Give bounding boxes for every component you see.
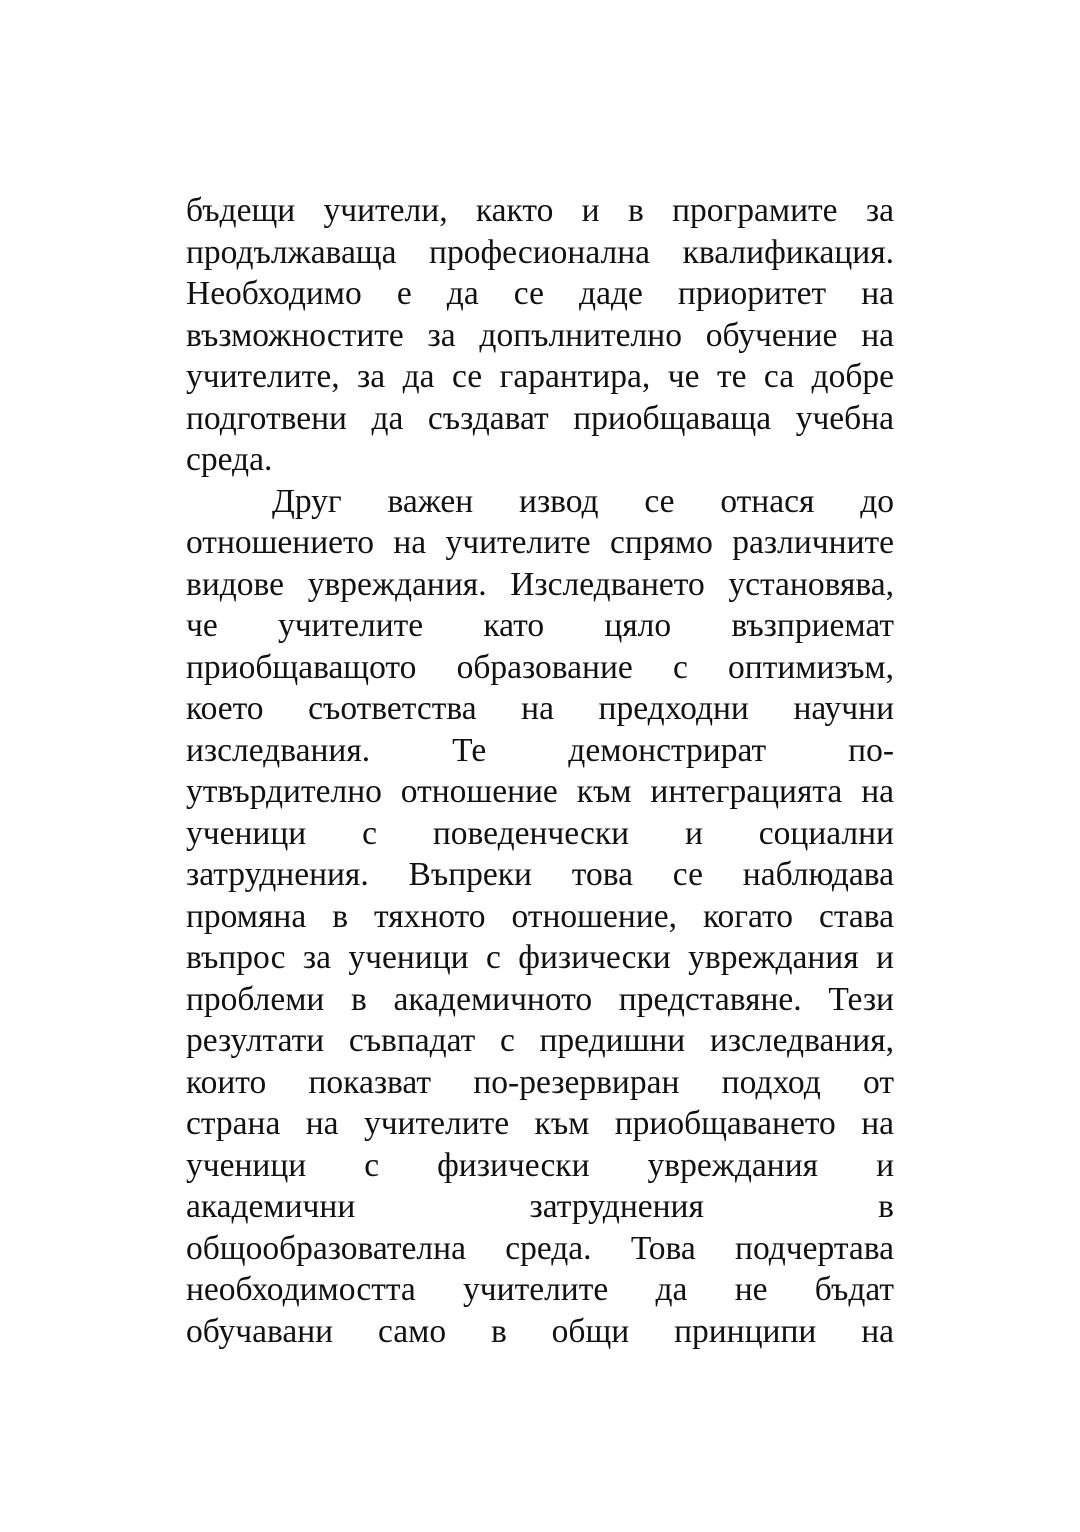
text-line: продължаваща професионална квалификация. [186,233,894,271]
text-line: възможностите за допълнително обучение на [186,316,894,354]
text-line: среда. [186,441,273,478]
text-line: Необходимо е да се даде приоритет на [186,275,894,312]
text-line: което съответства на предходни научни [186,690,894,727]
text-line: проблеми в академичното представяне. Тези [186,980,894,1018]
text-line: които показват по-резервиран подход от [186,1063,894,1101]
text-line: необходимостта учителите да не бъдат [186,1271,894,1308]
text-line: ученици с физически увреждания и [186,1146,894,1184]
text-line: академични затруднения в [186,1188,894,1225]
text-line: затруднения. Въпреки това се наблюдава [186,856,894,893]
text-line: видове увреждания. Изследването установява, [186,565,894,603]
body-text [186,190,894,1352]
text-line: Друг важен извод се отнася до [272,482,894,520]
text-line: ученици с поведенчески и социални [186,814,894,852]
text-line: изследвания. Те демонстрират по- [186,731,894,769]
text-line: утвърдително отношение към интеграцията на [186,773,894,810]
paragraph-2 [186,481,894,1353]
text-line: общообразователна среда. Това подчертава [186,1229,894,1267]
paragraph-1 [186,190,894,481]
text-line: въпрос за ученици с физически увреждания и [186,939,894,976]
text-line: бъдещи учители, както и в програмите за [186,192,894,229]
text-line: отношението на учителите спрямо различните [186,524,894,561]
text-line: учителите, за да се гарантира, че те са добре [186,358,894,395]
text-line: страна на учителите към приобщаването на [186,1105,894,1142]
text-line: че учителите като цяло възприемат [186,607,894,644]
text-line: приобщаващото образование с оптимизъм, [186,648,894,686]
text-line: обучавани само в общи принципи на [186,1312,894,1350]
text-line: подготвени да създават приобщаваща учебна [186,399,894,437]
text-line: резултати съвпадат с предишни изследвания, [186,1022,894,1059]
text-line: промяна в тяхното отношение, когато става [186,897,894,935]
